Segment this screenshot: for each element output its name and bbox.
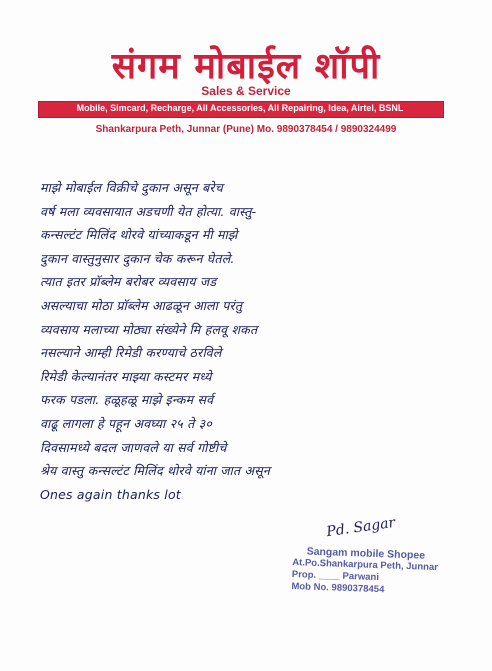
letter-line: रिमेडी केल्यानंतर माझ्या कस्टमर मध्ये (40, 368, 212, 384)
letter-line: असल्याचा मोठा प्रॉब्लेम आढळून आला परंतु (40, 297, 243, 313)
letter-line: दुकान वास्तुनुसार दुकान चेक करून घेतले. (40, 250, 235, 266)
shop-address: Shankarpura Peth, Junnar (Pune) Mo. 9890378454 / 9890324499 (95, 124, 397, 135)
letter-line: वर्ष मला व्यवसायात अडचणी येत होत्या. वास्तु- (40, 203, 257, 219)
signature: Pd. Sagar (325, 514, 397, 541)
stamp-address: At.Po.Shankarpura Peth, Junnar (292, 557, 439, 574)
shop-stamp (291, 545, 463, 599)
letter-line: फरक पडला. हळूहळू माझे इन्कम सर्व (40, 392, 214, 408)
tagline: Sales & Service (201, 84, 291, 98)
letter-line: वाढू लागला हे पहून अवघ्या २५ ते ३० (40, 415, 213, 431)
letter-line: Ones again thanks lot (40, 486, 181, 502)
letter-line: माझे मोबाईल विक्रीचे दुकान असून बरेच (40, 180, 223, 195)
services-text: Mobile, Simcard, Recharge, All Accessories, All Repairing, Idea, Airtel, BSNL (76, 103, 404, 113)
letter-line: दिवसामध्ये बदल जाणवले या सर्व गोष्टीचे (40, 439, 227, 455)
shop-name: संगम मोबाईल शॉपी (111, 46, 381, 87)
letter-line: त्यात इतर प्रॉब्लेम बरोबर व्यवसाय जड (40, 274, 217, 290)
letter-body (40, 176, 450, 506)
stamp-proprietor: Prop. ____ Parwani (291, 569, 380, 584)
stamp-mobile: Mob No. 9890378454 (291, 581, 385, 596)
letter-line: श्रेय वास्तु कन्सल्टंट मिलिंद थोरवे यांना जात असून (40, 463, 271, 479)
letter-line: कन्सल्टंट मिलिंद थोरवे यांच्याकडून मी माझे (40, 227, 238, 243)
letter-line: व्यवसाय मलाच्या मोठ्या संख्येने मि हलवू शकत (40, 321, 258, 337)
stamp-shop-name: Sangam mobile Shopee (306, 545, 426, 562)
letter-line: नसल्याने आम्ही रिमेडी करण्याचे ठरविले (40, 345, 222, 361)
